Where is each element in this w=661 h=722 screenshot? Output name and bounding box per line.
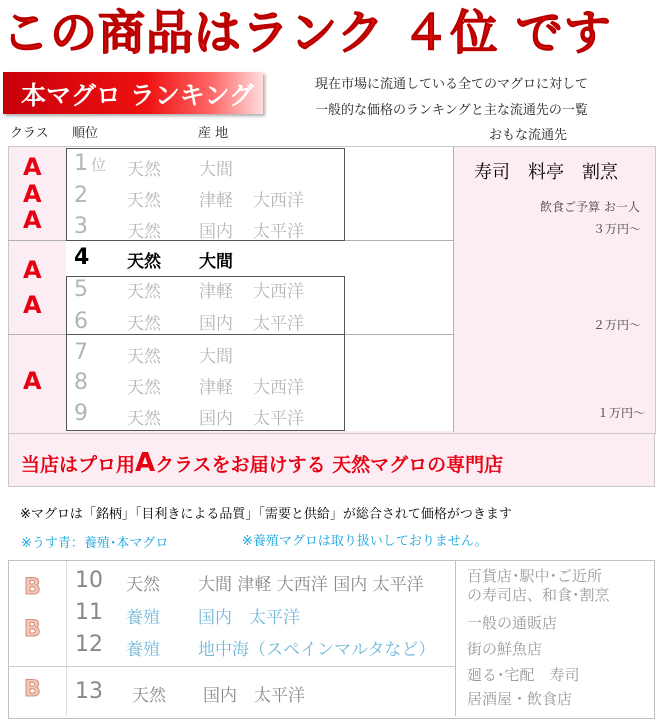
column-origin: 産 地	[198, 126, 229, 141]
type: 天然	[126, 575, 160, 595]
banner-title: 本マグロ ランキング	[21, 81, 254, 110]
description-line3: おもな流通先	[489, 128, 568, 143]
description-line2: 一般的な価格のランキングと主な流通先の一覧	[315, 103, 588, 118]
description-line1: 現在市場に流通している全てのマグロに対して	[315, 77, 589, 92]
grade-b: B	[24, 575, 41, 600]
origin: 大西洋	[253, 282, 304, 302]
rank-1: 1 位	[74, 151, 107, 176]
ranking-banner	[3, 72, 263, 114]
note-right: ※養殖マグロは取り扱いしておりません。	[242, 534, 488, 549]
dest-label: 寿司 料亭 割烹	[474, 162, 618, 183]
grade-a: A	[23, 367, 42, 395]
origin: 国内 太平洋	[198, 608, 300, 628]
rank-8: 8	[74, 370, 88, 395]
budget-label: 飲食ご予算 お一人	[540, 200, 640, 214]
grade-a: A	[23, 206, 42, 234]
origin: 太平洋	[253, 222, 304, 242]
origin: 太平洋	[253, 314, 304, 334]
note-left: ※うす青：養殖･本マグロ	[21, 536, 169, 551]
grade-a: A	[135, 448, 156, 478]
origin: 大西洋	[253, 191, 304, 211]
b-dest-line: 百貨店･駅中･ご近所	[467, 567, 603, 585]
rank-12: 12	[75, 632, 103, 657]
b-dest-line: の寿司店、和食･割烹	[467, 586, 610, 604]
origin: 津軽	[199, 282, 233, 302]
price-tier-1: ３万円〜	[593, 222, 642, 236]
column-class: クラス	[10, 126, 49, 141]
rank-11: 11	[75, 600, 103, 625]
rank-4: 4	[74, 245, 90, 270]
type: 天然	[127, 409, 161, 429]
type: 天然	[127, 378, 161, 398]
column-rank: 順位	[72, 126, 99, 141]
grade-b: B	[24, 677, 41, 702]
type: 天然	[127, 222, 161, 242]
type: 天然	[127, 252, 161, 272]
origin: 大間	[199, 252, 233, 272]
origin: 津軽	[199, 191, 233, 211]
slogan: 当店はプロ用Aクラスをお届けする 天然マグロの専門店	[21, 448, 504, 478]
origin: 大間 津軽 大西洋 国内 太平洋	[198, 575, 424, 595]
b-dest-line: 居酒屋・飲食店	[467, 690, 573, 708]
type: 天然	[127, 347, 161, 367]
rank-2: 2	[74, 183, 88, 208]
origin: 国内	[199, 222, 233, 242]
origin: 大間	[199, 160, 233, 180]
type: 養殖	[126, 640, 160, 660]
rank-13: 13	[75, 679, 103, 704]
grade-a: A	[23, 153, 42, 181]
grade-b: B	[24, 617, 41, 642]
b-dest-line: 街の鮮魚店	[467, 640, 543, 658]
type: 天然	[127, 160, 161, 180]
row-separator	[8, 666, 455, 667]
rank-9: 9	[74, 401, 88, 426]
type: 天然	[127, 191, 161, 211]
type: 養殖	[126, 608, 160, 628]
rank-6: 6	[74, 309, 88, 334]
price-tier-3: １万円〜	[597, 406, 646, 420]
origin: 国内 太平洋	[203, 686, 305, 706]
grade-a: A	[23, 180, 42, 208]
origin: 地中海（スペインマルタなど）	[198, 640, 436, 660]
origin: 津軽	[199, 378, 233, 398]
type: 天然	[127, 314, 161, 334]
b-divider	[455, 561, 456, 716]
origin: 大西洋	[253, 378, 304, 398]
origin: 国内	[199, 314, 233, 334]
b-divider	[66, 561, 67, 716]
price-tier-2: ２万円〜	[593, 318, 642, 332]
origin: 太平洋	[253, 409, 304, 429]
b-dest-line: 廻る･宅配 寿司	[467, 666, 580, 684]
grade-a: A	[23, 256, 42, 284]
origin: 国内	[199, 409, 233, 429]
b-dest-line: 一般の通販店	[467, 614, 558, 632]
headline: この商品はランク ４位 です	[2, 6, 612, 61]
type: 天然	[132, 686, 166, 706]
rank-3: 3	[74, 214, 88, 239]
origin: 大間	[199, 347, 233, 367]
note-main: ※マグロは「銘柄」「目利きによる品質」「需要と供給」が総合されて価格がつきます	[20, 507, 512, 522]
rank-5: 5	[74, 277, 88, 302]
rank-10: 10	[75, 568, 103, 593]
a-divider	[453, 147, 454, 432]
rank-7: 7	[74, 340, 88, 365]
grade-a: A	[23, 291, 42, 319]
type: 天然	[127, 282, 161, 302]
